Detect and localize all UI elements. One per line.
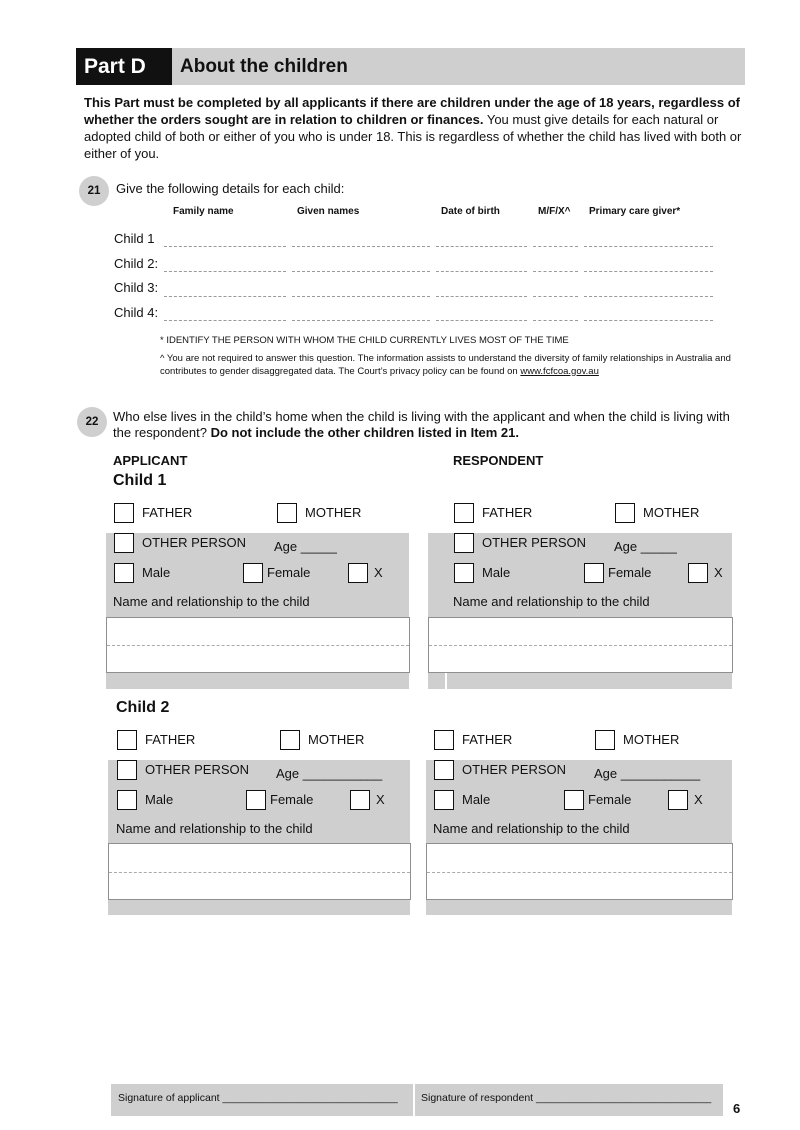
c1-app-mother-option[interactable]: [277, 503, 361, 523]
c1-app-father-option[interactable]: [114, 503, 192, 523]
c2-resp-father-option[interactable]: [434, 730, 512, 750]
question-21-text: Give the following details for each child:: [116, 181, 345, 196]
checkbox[interactable]: [454, 503, 474, 523]
option-label: OTHER PERSON: [462, 762, 567, 777]
column-gender: M/F/X^: [538, 206, 571, 217]
child-3-family-name-field[interactable]: [164, 296, 286, 297]
checkbox[interactable]: [114, 503, 134, 523]
option-label: MOTHER: [308, 732, 365, 747]
question-22-bold: Do not include the other children listed in Item 21.: [210, 425, 520, 440]
checkbox[interactable]: [348, 563, 368, 583]
question-22-body: Who else lives in the child’s home when the child is living with the applicant and when the child is living with the respondent?: [113, 409, 730, 440]
question-number-21: 21: [79, 176, 109, 206]
child-1-dob-field[interactable]: [436, 246, 527, 247]
c2-app-mother-option[interactable]: [280, 730, 364, 750]
option-label: MOTHER: [623, 732, 680, 747]
part-label: Part D: [76, 48, 172, 85]
option-label: X: [694, 792, 703, 807]
option-label: OTHER PERSON: [142, 535, 247, 550]
c2-resp-other-option[interactable]: [434, 760, 566, 780]
c2-app-female-option[interactable]: [246, 790, 313, 810]
intro-paragraph: [84, 94, 744, 162]
option-label: FATHER: [142, 505, 193, 520]
option-label: MOTHER: [305, 505, 362, 520]
signature-respondent-field[interactable]: Signature of respondent ______________________________: [421, 1092, 712, 1104]
checkbox[interactable]: [564, 790, 584, 810]
child-4-dob-field[interactable]: [436, 320, 527, 321]
signature-divider: [413, 1084, 415, 1116]
privacy-policy-link[interactable]: www.fcfcoa.gov.au: [520, 365, 599, 377]
c2-app-other-option[interactable]: [117, 760, 249, 780]
option-label: Female: [270, 792, 314, 807]
child-4-given-names-field[interactable]: [292, 320, 430, 321]
option-label: FATHER: [462, 732, 513, 747]
c2-app-name-label: Name and relationship to the child: [116, 821, 313, 836]
checkbox[interactable]: [434, 790, 454, 810]
c2-resp-mother-option[interactable]: [595, 730, 679, 750]
c1-resp-other-option[interactable]: [454, 533, 586, 553]
option-label: Female: [588, 792, 632, 807]
option-label: Male: [142, 565, 171, 580]
c1-app-name-field[interactable]: [106, 617, 410, 673]
intro-text: You must give details for each natural or adopted child of both or either of you who is under 18. This is regardless of whether the child has lived with both or either of you.: [84, 112, 742, 161]
part-title: About the children: [180, 56, 348, 77]
checkbox[interactable]: [454, 533, 474, 553]
c1-app-other-option[interactable]: [114, 533, 246, 553]
option-label: X: [714, 565, 723, 580]
checkbox[interactable]: [584, 563, 604, 583]
child-2-family-name-field[interactable]: [164, 271, 286, 272]
child-1-carer-field[interactable]: [584, 246, 713, 247]
checkbox[interactable]: [117, 760, 137, 780]
child-4-family-name-field[interactable]: [164, 320, 286, 321]
c1-resp-x-option[interactable]: [688, 563, 723, 583]
checkbox[interactable]: [246, 790, 266, 810]
option-label: FATHER: [145, 732, 196, 747]
option-label: X: [374, 565, 383, 580]
c1-resp-mother-option[interactable]: [615, 503, 699, 523]
checkbox[interactable]: [434, 730, 454, 750]
footnote-gender: [160, 353, 735, 378]
c2-resp-female-option[interactable]: [564, 790, 631, 810]
c1-app-age-field[interactable]: Age _____: [274, 539, 337, 554]
checkbox[interactable]: [280, 730, 300, 750]
footnote-gender-text: ^ You are not required to answer this question. The information assists to understand the diversity of family relationships in Australia and contributes to gender disaggregated data. The Court’s privacy policy can be found on: [160, 353, 731, 377]
signature-applicant-field[interactable]: Signature of applicant ______________________________: [118, 1092, 398, 1104]
c2-app-age-field[interactable]: Age ___________: [276, 766, 383, 781]
applicant-heading: APPLICANT: [113, 453, 188, 468]
row-label-child-4: Child 4:: [114, 305, 159, 320]
c2-app-x-option[interactable]: [350, 790, 385, 810]
child-3-carer-field[interactable]: [584, 296, 713, 297]
option-label: OTHER PERSON: [145, 762, 250, 777]
c1-resp-name-field[interactable]: [428, 617, 733, 673]
footnote-primary-carer: * IDENTIFY THE PERSON WITH WHOM THE CHILD CURRENTLY LIVES MOST OF THE TIME: [160, 335, 569, 346]
checkbox[interactable]: [595, 730, 615, 750]
column-date-of-birth: Date of birth: [441, 206, 500, 217]
c2-resp-name-field[interactable]: [426, 843, 733, 900]
c2-resp-male-option[interactable]: [434, 790, 490, 810]
option-label: FATHER: [482, 505, 533, 520]
page-number: 6: [733, 1101, 741, 1116]
checkbox[interactable]: [454, 563, 474, 583]
checkbox[interactable]: [243, 563, 263, 583]
child-3-given-names-field[interactable]: [292, 296, 430, 297]
column-primary-care-giver: Primary care giver*: [589, 206, 681, 217]
child-1-heading: Child 1: [113, 472, 167, 489]
option-label: Male: [462, 792, 491, 807]
option-label: Male: [482, 565, 511, 580]
option-label: Female: [267, 565, 311, 580]
row-label-child-2: Child 2:: [114, 256, 159, 271]
column-given-names: Given names: [297, 206, 360, 217]
c2-resp-age-field[interactable]: Age ___________: [594, 766, 701, 781]
c2-resp-x-option[interactable]: [668, 790, 703, 810]
child-2-carer-field[interactable]: [584, 271, 713, 272]
question-22-text: [113, 409, 743, 441]
checkbox[interactable]: [117, 790, 137, 810]
row-label-child-3: Child 3:: [114, 280, 159, 295]
c1-app-x-option[interactable]: [348, 563, 383, 583]
checkbox[interactable]: [434, 760, 454, 780]
c1-app-name-label: Name and relationship to the child: [113, 594, 310, 609]
child-1-family-name-field[interactable]: [164, 246, 286, 247]
child-2-dob-field[interactable]: [436, 271, 527, 272]
child-4-gender-field[interactable]: [533, 320, 578, 321]
option-label: MOTHER: [643, 505, 700, 520]
respondent-heading: RESPONDENT: [453, 453, 544, 468]
child-2-given-names-field[interactable]: [292, 271, 430, 272]
checkbox[interactable]: [350, 790, 370, 810]
question-number-22: 22: [77, 407, 107, 437]
child-4-carer-field[interactable]: [584, 320, 713, 321]
checkbox[interactable]: [114, 563, 134, 583]
option-label: OTHER PERSON: [482, 535, 587, 550]
option-label: Male: [145, 792, 174, 807]
child-1-gender-field[interactable]: [533, 246, 578, 247]
c1-resp-name-label: Name and relationship to the child: [453, 594, 650, 609]
row-label-child-1: Child 1: [114, 231, 155, 246]
c2-app-father-option[interactable]: [117, 730, 195, 750]
checkbox[interactable]: [114, 533, 134, 553]
c1-app-female-option[interactable]: [243, 563, 310, 583]
c1-resp-male-option[interactable]: [454, 563, 510, 583]
c2-app-male-option[interactable]: [117, 790, 173, 810]
part-header: [76, 48, 745, 85]
checkbox[interactable]: [615, 503, 635, 523]
c1-resp-father-option[interactable]: [454, 503, 532, 523]
checkbox[interactable]: [117, 730, 137, 750]
child-2-heading: Child 2: [116, 699, 170, 716]
column-family-name: Family name: [173, 206, 234, 217]
option-label: Female: [608, 565, 652, 580]
checkbox[interactable]: [668, 790, 688, 810]
child-2-gender-field[interactable]: [533, 271, 578, 272]
intro-bold: This Part must be completed by all applicants if there are children under the age of 18 years, regardless of whether the orders sought are in relation to children or finances.: [84, 95, 740, 127]
panel-divider: [445, 673, 447, 689]
child-1-given-names-field[interactable]: [292, 246, 430, 247]
child-3-dob-field[interactable]: [436, 296, 527, 297]
child-3-gender-field[interactable]: [533, 296, 578, 297]
c2-app-name-field[interactable]: [108, 843, 411, 900]
c1-resp-female-option[interactable]: [584, 563, 651, 583]
c1-resp-age-field[interactable]: Age _____: [614, 539, 677, 554]
checkbox[interactable]: [688, 563, 708, 583]
c1-app-male-option[interactable]: [114, 563, 170, 583]
option-label: X: [376, 792, 385, 807]
checkbox[interactable]: [277, 503, 297, 523]
c2-resp-name-label: Name and relationship to the child: [433, 821, 630, 836]
